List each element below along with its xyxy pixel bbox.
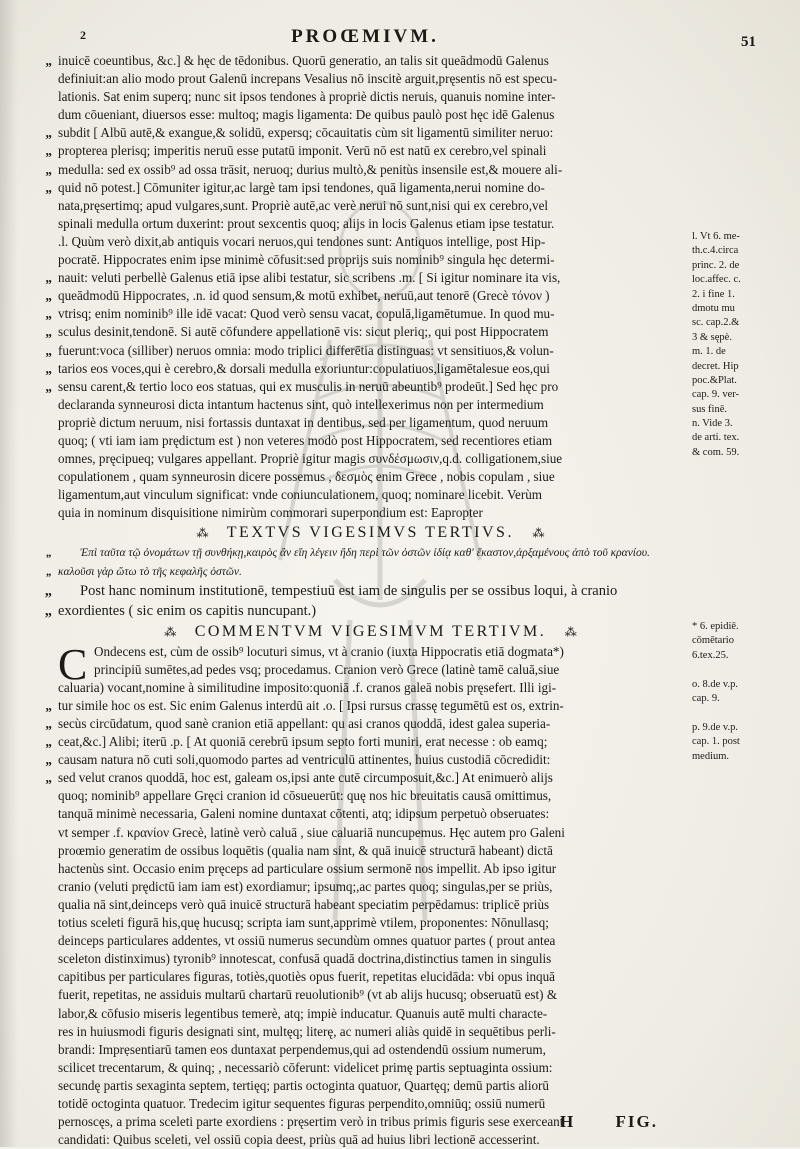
text-line bbox=[58, 251, 683, 269]
margin-note-line bbox=[692, 706, 792, 720]
text-line bbox=[45, 323, 683, 341]
quotation-mark: „ bbox=[44, 602, 52, 619]
text-line bbox=[58, 1041, 683, 1059]
quotation-mark: „ bbox=[45, 360, 52, 376]
greek-line bbox=[46, 563, 683, 581]
text-line bbox=[58, 504, 683, 522]
page-gutter-shadow bbox=[0, 0, 18, 1147]
line-text: sculus desinit,tendonē. Si autē cōfundere appellationē vis: sicut pleriq;, qui post Hippocratem bbox=[58, 324, 549, 340]
text-line bbox=[45, 715, 683, 733]
text-line bbox=[58, 661, 683, 679]
line-text: sensu carent,& tertio loco eos statuas, qui ex musculis in neruū abeuntib⁹ prodeūt.] Sed hęc pro bbox=[58, 378, 559, 394]
line-text: lationis. Sat enim superq; nunc sit ipsos tendones à propriè dictis neruis, quanuis nomine inter- bbox=[58, 89, 556, 105]
text-line bbox=[58, 950, 683, 968]
line-text: brandi: Imprẹsentiarū tamen eos duntaxat perpendemus,qui ad ostendendū ossium numerum, bbox=[58, 1041, 546, 1057]
text-line bbox=[45, 769, 683, 787]
running-title: PROŒMIVM. bbox=[291, 26, 439, 47]
margin-note-line: cap. 9. bbox=[692, 692, 720, 704]
line-text: καλοῦσι γὰρ ὥτω τὸ τῆς κεφαλῆς ὀστῶν. bbox=[58, 565, 242, 578]
line-text: Ἐπὶ ταῦτα τῷ ὀνομάτων τῇ συνθήκῃ,καιρὸς ἂν εἴη λέγειν ἤδη περὶ τῶν ὀστῶν ἰδίᾳ καθ' ἕκαστον,ἀρξαμένους ἀπὸ τοῦ κρανίου. bbox=[80, 547, 650, 560]
quotation-mark: „ bbox=[45, 53, 52, 68]
text-line bbox=[58, 106, 683, 124]
margin-note-line: & com. 59. bbox=[692, 446, 740, 458]
text-line bbox=[58, 396, 683, 414]
line-text: exordientes ( sic enim os capitis nuncupant.) bbox=[58, 602, 317, 619]
margin-note-line: medium. bbox=[692, 750, 730, 762]
page-footer bbox=[560, 1112, 658, 1132]
line-text: sed velut cranos quoddā, hoc est, galeam os,ipsi ante cutē circumposuit,&c.] At enimuerò alijs bbox=[58, 770, 553, 786]
text-line bbox=[58, 860, 683, 878]
text-line bbox=[58, 432, 683, 450]
line-text: spinali medulla ortum duxerint: prout sexcentis quoq; alijs in locis Galenus etiam ipse testatur. bbox=[58, 215, 555, 231]
margin-note-line: m. 1. de bbox=[692, 346, 726, 358]
commentum-heading: COMMENTVM VIGESIMVM TERTIVM. bbox=[194, 622, 547, 640]
margin-note-line: de arti. tex. bbox=[692, 432, 740, 444]
running-header bbox=[60, 26, 670, 52]
margin-note-line: o. 8.de v.p. bbox=[692, 678, 738, 690]
line-text: fuerunt:voca (silliber) neruos omnia: modo triplici differētia distinguas: vt sensitiuos,& volun- bbox=[58, 342, 554, 358]
text-line bbox=[45, 305, 683, 323]
latin-translation bbox=[44, 581, 683, 621]
line-text: proœmio generatim de ossibus loquētis (qualia nam sint, & quā inuicē structurā habeant) dictā bbox=[58, 842, 553, 858]
text-line bbox=[58, 679, 683, 697]
text-line bbox=[58, 197, 683, 215]
text-line bbox=[45, 360, 683, 378]
textus-heading-row bbox=[58, 523, 683, 543]
margin-note-line: princ. 2. de bbox=[692, 259, 740, 271]
quotation-mark: „ bbox=[45, 270, 52, 286]
line-text: caluaria) vocant,nomine à similitudine imposito:quoniā .f. cranos galeā nobis pręsefert. Illi igi- bbox=[58, 679, 557, 695]
text-line bbox=[58, 486, 683, 504]
margin-note-line: decret. Hip bbox=[692, 360, 739, 372]
text-line bbox=[45, 179, 683, 197]
line-text: quid nō potest.] Cōmuniter igitur,ac largè tam ipsi tendones, quā ligamenta,nerui nomine do- bbox=[58, 179, 545, 195]
margin-note-line: * 6. epidiē. bbox=[692, 621, 739, 632]
text-line bbox=[58, 70, 683, 88]
quotation-mark: „ bbox=[44, 582, 52, 599]
ornament-left: ⁂ bbox=[164, 624, 177, 639]
line-text: inuicē coeuntibus, &c.] & hęc de tēdonibus. Quorū generatio, an talis sit queādmodū Galenus bbox=[58, 53, 549, 68]
line-text: fuerit, repetitas, ne assiduis multarū chartarū reuolutionib⁹ (vt ab alijs hucusq; obseruatū est) & bbox=[58, 987, 558, 1003]
margin-note-line: sus finē. bbox=[692, 403, 727, 415]
text-line bbox=[45, 161, 683, 179]
margin-notes-lower bbox=[692, 620, 792, 764]
margin-note-line bbox=[692, 663, 792, 677]
line-text: Ondecens est, cùm de ossib⁹ locuturi simus, vt à cranio (iuxta Hippocratis etiā dogmata*) bbox=[94, 643, 564, 659]
quotation-mark: „ bbox=[45, 125, 52, 141]
quotation-mark: „ bbox=[45, 697, 52, 713]
text-line bbox=[58, 824, 683, 842]
text-line bbox=[45, 124, 683, 142]
text-line bbox=[58, 787, 683, 805]
line-text: quoq; ( vti iam iam prędictum est ) non veteres modò post Hippocratem, sed recentiores etiam bbox=[58, 432, 553, 448]
textus-heading: TEXTVS VIGESIMVS TERTIVS. bbox=[226, 524, 514, 542]
commentary-paragraph bbox=[45, 639, 683, 1149]
line-text: totidē octoginta quatuor. Tredecim igitur sequentes figuras perpendito,omniūq; ossiū numerū bbox=[58, 1095, 546, 1111]
margin-note-line: n. Vide 3. bbox=[692, 418, 733, 430]
margin-note-line: 2. i fine 1. bbox=[692, 288, 735, 300]
line-text: secundę partis sexaginta septem, tertięq; partis octoginta quatuor, Quartęq; demū partis aliorū bbox=[58, 1077, 550, 1093]
text-line bbox=[45, 697, 683, 715]
text-line bbox=[45, 52, 683, 70]
margin-note-line: 3 & sępè. bbox=[692, 331, 732, 343]
text-line bbox=[58, 450, 683, 468]
line-text: hactenùs sint. Occasio enim pręceps ad particulare ossium sermonē nos impellit. Ab ipso igitur bbox=[58, 860, 557, 876]
line-text: vtrisq; enim nominib⁹ ille idē vacat: Quod verò sensu vacat, copulā,ligamētumue. In quod mu- bbox=[58, 306, 555, 322]
line-text: ceat,&c.] Alibi; iterū .p. [ At quoniā cerebrū ipsum septo forti muniri, erat necesse : ob eamq; bbox=[58, 734, 548, 750]
catchword: FIG. bbox=[615, 1112, 658, 1131]
text-line bbox=[58, 805, 683, 823]
greek-text bbox=[46, 544, 683, 580]
line-text: declaranda synneurosi dicta intantum hactenus sint, quò intellexerimus non per intermedium bbox=[58, 396, 544, 412]
quotation-mark: „ bbox=[45, 752, 52, 768]
line-text: pocratē. Hippocrates enim ipse minimè cōfusit:sed proprijs suis nominib⁹ singula hęc determi- bbox=[58, 252, 555, 268]
commentum-heading-row bbox=[58, 622, 683, 642]
line-text: subdit [ Albū autē,& exangue,& solidū, expersq; cōcauitatis cùm sit ligamentū similiter neruo: bbox=[58, 125, 554, 141]
text-line bbox=[45, 378, 683, 396]
line-text: cranio (veluti prędictū iam iam est) exordiamur; ipsumq;,ac partes quoq; singulas,per se priùs, bbox=[58, 878, 553, 894]
text-line bbox=[45, 142, 683, 160]
line-text: qualia nā sint,deinceps verò quā inuicē structurā habeant speciatim perpēdamus: triplicē priùs bbox=[58, 896, 550, 912]
latin-line bbox=[44, 601, 683, 621]
preface-paragraph bbox=[45, 52, 683, 522]
signature-mark: H bbox=[560, 1112, 576, 1131]
margin-note-line: cap. 9. ver- bbox=[692, 389, 740, 401]
text-line bbox=[45, 733, 683, 751]
text-line bbox=[58, 1077, 683, 1095]
quotation-mark: „ bbox=[45, 716, 52, 731]
text-line bbox=[58, 1023, 683, 1041]
margin-note-line: 6.tex.25. bbox=[692, 649, 729, 661]
line-text: quoq; nominib⁹ appellare Gręci cranion id cōsueuerūt: quę nos hic breuitatis causā omittimus, bbox=[58, 788, 552, 804]
text-line bbox=[58, 968, 683, 986]
quotation-mark: „ bbox=[45, 143, 52, 159]
line-text: ligamentum,aut vinculum significat: vnde coniunculationem, quoq; nominare licebit. Verùm bbox=[58, 487, 543, 503]
line-text: tur simile hoc os est. Sic enim Galenus interdū ait .o. [ Ipsi rursus crassę tegumētū est os, extrin- bbox=[58, 697, 564, 713]
line-text: principiū sumētes,ad pedes vsq; procedamus. Cranion verò Grece (latinè tamē caluā,siue bbox=[94, 661, 560, 677]
line-text: sceleton distinximus) tyronib⁹ innotescat, confusā quadā doctrina,distinctius tamen in singulis bbox=[58, 951, 552, 967]
quotation-mark: „ bbox=[46, 565, 52, 578]
margin-notes-upper bbox=[692, 230, 792, 460]
text-line bbox=[58, 643, 683, 661]
text-line bbox=[58, 878, 683, 896]
text-line bbox=[45, 269, 683, 287]
line-text: nauit: veluti perbellè Galenus etiā ipse alibi testatur, sic scribens .m. [ Si igitur nominare ita vis, bbox=[58, 270, 561, 286]
line-text: tarios eos voces,qui è cerebro,& dorsali medulla exoriuntur:copulatiuos,ligamētalesue eos,qui bbox=[58, 360, 550, 376]
text-line bbox=[58, 1095, 683, 1113]
line-text: deinceps particulares addentes, vt ossiū numerus secundùm omnes quatuor partes ( prout antea bbox=[58, 933, 556, 949]
text-line bbox=[58, 842, 683, 860]
line-text: labor,& cōfusio miseris legentibus temerè, atq; impiè inducatur. Quanuis autē multi characte- bbox=[58, 1005, 548, 1021]
quotation-mark: „ bbox=[45, 324, 52, 340]
text-line bbox=[58, 1005, 683, 1023]
quotation-mark: „ bbox=[45, 734, 52, 750]
line-text: quia in nominum disquisitione nimirùm commorari superpondium est: Eapropter bbox=[58, 505, 483, 521]
text-line bbox=[45, 342, 683, 360]
line-text: res in huiusmodi figuris designati sint, multęq; literę, ac numeri aliàs quidē in sequētibus perli- bbox=[58, 1023, 556, 1039]
ornament-left: ⁂ bbox=[196, 526, 209, 541]
margin-note-line: poc.&Plat. bbox=[692, 374, 737, 386]
text-line bbox=[58, 88, 683, 106]
text-line bbox=[58, 896, 683, 914]
line-text: Post hanc nominum institutionē, tempestiuū est iam de singulis per se ossibus loqui, à cranio bbox=[80, 582, 618, 599]
text-line bbox=[58, 215, 683, 233]
text-line bbox=[58, 986, 683, 1004]
text-line bbox=[45, 751, 683, 769]
quotation-mark: „ bbox=[45, 342, 52, 358]
line-text: propterea plerisq; imperitis neruū esse putatū imponit. Verū nō est natū ex cerebro,vel spinali bbox=[58, 143, 547, 159]
text-line bbox=[58, 1131, 683, 1149]
text-line bbox=[58, 233, 683, 251]
greek-line bbox=[46, 544, 683, 562]
ornament-right: ⁂ bbox=[564, 624, 577, 639]
quotation-mark: „ bbox=[45, 179, 52, 195]
text-line bbox=[58, 932, 683, 950]
text-line bbox=[45, 287, 683, 305]
line-text: capitibus per particulares figuras, totiès,quotiès opus fuerit, repetitas elucidāda: vbi opus inquā bbox=[58, 969, 556, 985]
line-text: vt semper .f. κρανίον Grecè, latinè verò caluā , siue caluariā nuncupemus. Hęc autem pro Galeni bbox=[58, 824, 565, 840]
quotation-mark: „ bbox=[45, 288, 52, 304]
latin-line bbox=[44, 581, 683, 601]
margin-note-line: l. Vt 6. me- bbox=[692, 231, 740, 242]
text-line bbox=[58, 914, 683, 932]
line-text: totius sceleti figurā his,quę hucusq; scripta iam sunt,apprimè vtilem, proponentes: Nōnullasq; bbox=[58, 915, 549, 931]
quotation-mark: „ bbox=[46, 547, 52, 560]
line-text: .l. Quùm verò dixit,ab antiquis vocari neruos,qui tendones sunt: Antiquos intellige, post Hip- bbox=[58, 233, 546, 249]
margin-note-line: th.c.4.circa bbox=[692, 245, 739, 257]
line-text: nata,pręsertimq; apud vulgares,sunt. Propriè autē,ac verè nerui nō sunt,nisi qui ex cerebro,vel bbox=[58, 197, 549, 213]
line-text: omnes, pręcipueq; vulgares appellant. Propriè igitur magis συνδέσμωσιν,q.d. colligationem,siue bbox=[58, 451, 563, 467]
line-text: causam natura nō cuti soli,quomodo partes ad ventriculū attinentes, huius custodiā cōcredidit: bbox=[58, 752, 551, 768]
margin-note-line: cap. 1. post bbox=[692, 736, 740, 748]
line-text: medulla: sed ex ossib⁹ ad ossa trāsit, neruoq; durius multò,& penitùs insensile est,& mouere ali- bbox=[58, 161, 563, 177]
line-text: copulationem , quam synneurosin dicere possemus , δεσμὸς enim Grece , nobis copulam , siue bbox=[58, 469, 555, 485]
margin-note-line: p. 9.de v.p. bbox=[692, 721, 738, 733]
line-text: scilicet trecentarum, & quinq; , necessariò cōferunt: videlicet primę partis septuaginta ossium: bbox=[58, 1059, 553, 1075]
line-text: propriè dictum neruum, nisi fortassis duntaxat in dentibus, sed per ligamentum, quod neruum bbox=[58, 414, 549, 430]
text-line bbox=[58, 414, 683, 432]
text-line bbox=[58, 1059, 683, 1077]
quotation-mark: „ bbox=[45, 161, 52, 177]
quotation-mark: „ bbox=[45, 770, 52, 786]
text-line bbox=[58, 468, 683, 486]
line-text: definiuit:an alio modo prout Galenū increpans Vesalius nō inscitè arguit,pręsentis nō est specu- bbox=[58, 71, 558, 87]
drop-capital: C bbox=[58, 639, 88, 689]
line-text: queādmodū Hippocrates, .n. id quod sensum,& motū exhibet, neruū,aut tenorē (Grecè τόνον ) bbox=[58, 288, 550, 304]
page-number: 51 bbox=[741, 34, 756, 50]
margin-note-line: dmotu mu bbox=[692, 302, 735, 314]
line-text: dum cōueniant, diuersos esse: multoq; magis ligamenta: De quibus paulò post hęc idē Galenus bbox=[58, 107, 555, 123]
ornament-right: ⁂ bbox=[532, 526, 545, 541]
margin-note-line: cōmētario bbox=[692, 635, 734, 647]
line-text: secùs circūdatum, quod sanè cranion etiā appellant: qu asi cranos quoddā, idest galea superia- bbox=[58, 716, 551, 731]
header-signature: 2 bbox=[80, 28, 86, 42]
quotation-mark: „ bbox=[45, 306, 52, 322]
main-text-block bbox=[44, 52, 683, 1149]
margin-note-line: loc.affec. c. bbox=[692, 274, 741, 286]
line-text: tanquā minimè necessaria, Galeni nomine duntaxat cōtenti, atq; idipsum perpetuò obseruates: bbox=[58, 806, 550, 822]
line-text: candidati: Quibus sceleti, vel ossiū copia deest, priùs quā ad huius libri lectionē accesserint. bbox=[58, 1132, 540, 1148]
line-text: pernoscęs, a prima sceleti parte exordiens : pręsertim verò in tribus primis figuris sese exerceant bbox=[58, 1114, 564, 1130]
margin-note-line: sc. cap.2.& bbox=[692, 317, 740, 329]
quotation-mark: „ bbox=[45, 378, 52, 394]
